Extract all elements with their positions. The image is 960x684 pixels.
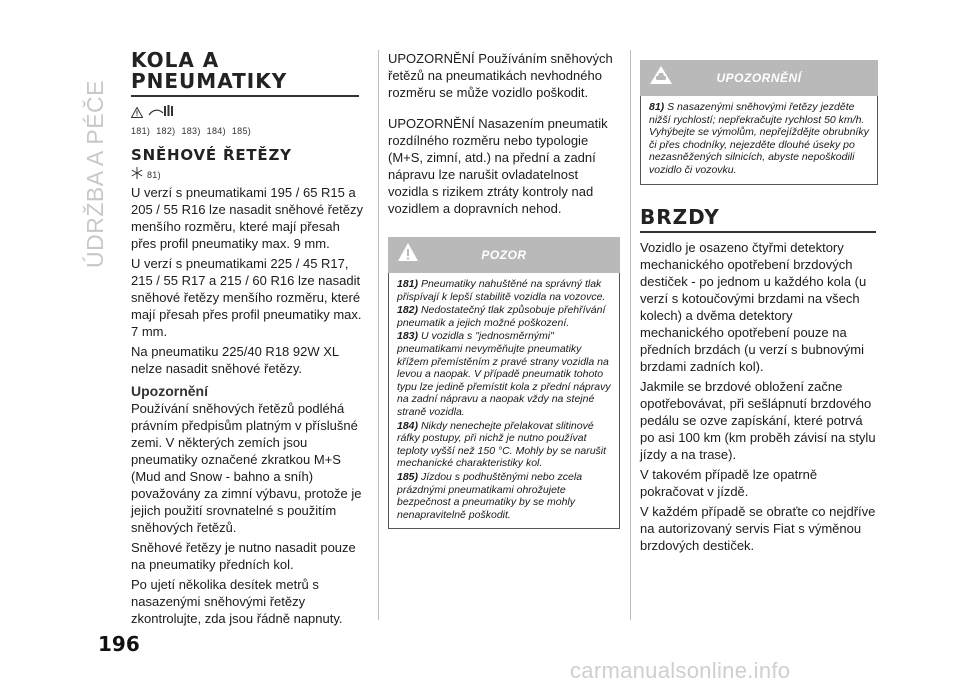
ref-183: 183) (181, 126, 201, 136)
warning-item-number: 81) (649, 101, 665, 113)
paragraph: V takovém případě lze opatrně pokračovat v jízdě. (640, 466, 818, 499)
pozor-box-body (388, 273, 620, 529)
warning-item-number: 185) (397, 470, 419, 483)
section-heading (131, 50, 363, 92)
sub-ref-row (131, 166, 363, 184)
warning-item-text: Nikdy nenechejte přelakovat slitinové ráfky postupy, při nichž je nutno používat teploty vyšší než 150 °C. Mohly by se narušit mechanické charakteristiky kol. (397, 419, 607, 470)
paragraph: U verzí s pneumatikami 225 / 45 R17, 215 / 55 R17 a 215 / 60 R16 lze nasadit sněhové řetězy menšího rozměru, které mají přesah přes profil pneumatiky max. 7 mm. (131, 256, 362, 339)
column-divider-2 (630, 50, 631, 620)
column-3 (640, 60, 878, 557)
side-section-title (72, 36, 112, 266)
ref-185: 185) (231, 126, 252, 136)
heading-rule (131, 95, 359, 97)
car-warning-icon (649, 65, 673, 88)
reference-list (131, 126, 363, 136)
note-heading: Upozornění (131, 383, 208, 399)
warning-item (649, 101, 871, 177)
snowflake-icon (131, 166, 143, 184)
warning-item (397, 304, 613, 329)
column-1 (131, 50, 363, 630)
section-heading: BRZDY (640, 204, 720, 229)
paragraph: Po ujetí několika desítek metrů s nasazenými sněhovými řetězy zkontrolujte, zda jsou řádně napnuty. (131, 577, 343, 626)
paragraph: Vozidlo je osazeno čtyřmi detektory mechanického opotřebení brzdových destiček - po jednom u každého kola (u verzí s kotoučovými brzdami na všech kolech) a dvěma detektory mechanického opotřebení pouze na předních brzdách (u verzí s bubnovými brzdami zadních kol). (640, 239, 867, 374)
warning-item (397, 420, 613, 470)
upozorneni-box (640, 60, 878, 185)
paragraph: Používání sněhových řetězů podléhá právním předpisům platným v příslušné zemi. V některých zemích jsou pneumatiky označené zkratkou M+S (Mud and Snow - bahno a sníh) považovány za zimní výbavu, protože je jejich použití srovnatelné s použitím sněhových řetězů. (131, 401, 362, 535)
warning-item (397, 330, 613, 418)
warning-item (397, 278, 613, 303)
warning-item-text: Nedostatečný tlak způsobuje přehřívání pneumatik a jejich možné poškození. (397, 304, 606, 329)
paragraph: UPOZORNĚNÍ Používáním sněhových řetězů na pneumatikách nevhodného rozměru se může vozidlo poškodit. (388, 51, 613, 100)
upozorneni-box-title: UPOZORNĚNÍ (716, 71, 802, 85)
paragraph: Na pneumatiku 225/40 R18 92W XL nelze nasadit sněhové řetězy. (131, 344, 339, 376)
warning-item-number: 181) (397, 278, 419, 290)
pozor-box-header (388, 237, 620, 273)
warning-item-number: 182) (397, 304, 419, 317)
icon-row (131, 103, 363, 124)
paragraph: Sněhové řetězy je nutno nasadit pouze na pneumatiky předních kol. (131, 540, 356, 572)
warning-item-text: U vozidla s "jednosměrnými" pneumatikami nevyměňujte pneumatiky křížem přemístěním z pravé strany vozidla na levou a naopak. V případě pneumatik tohoto typu lze jedině přemístit kola z přední nápravy na zadní nápravu a naopak vždy na stejné straně vozidla. (397, 330, 611, 418)
warning-triangle-icon (397, 242, 419, 265)
pozor-box (388, 237, 620, 529)
paragraph: U verzí s pneumatikami 195 / 65 R15 a 205 / 55 R16 lze nasadit sněhové řetězy menšího rozměru, které mají přesah přes profil pneumatiky max. 9 mm. (131, 185, 363, 251)
ref-181: 181) (131, 126, 151, 136)
warning-item (397, 471, 613, 521)
section-heading-line1: KOLA A (131, 48, 220, 72)
upozorneni-box-header (640, 60, 878, 96)
upozorneni-box-body (640, 96, 878, 185)
page-number: 196 (98, 632, 140, 656)
paragraph: V každém případě se obraťte co nejdříve na autorizovaný servis Fiat s výměnou brzdových destiček. (640, 503, 876, 553)
warning-item-text: S nasazenými sněhovými řetězy jezděte nižší rychlostí; nepřekračujte rychlost 50 km/h. Vyhýbejte se výmolům, nepřejíždějte obrubníky či přes chodníky, nejezděte dlouhé úseky po nezasněžených silnicích, abyste nepoškodili vozidlo či vozovku. (649, 101, 869, 176)
side-section-title-text: ÚDRŽBA A PÉČE (82, 79, 108, 268)
column-2 (388, 50, 620, 529)
column-divider-1 (378, 50, 379, 620)
tire-chain-icon (147, 103, 175, 124)
section-heading-line2: PNEUMATIKY (131, 69, 288, 93)
subsection-heading: SNĚHOVÉ ŘETĚZY (131, 146, 292, 164)
ref-184: 184) (206, 126, 226, 136)
ref-81: 81) (147, 170, 161, 180)
warning-item-text: Pneumatiky nahuštěné na správný tlak přispívají k lepší stabilitě vozidla na vozovce. (397, 278, 606, 303)
warning-item-number: 183) (397, 330, 419, 343)
warning-triangle-icon (131, 105, 143, 123)
pozor-box-title: POZOR (481, 248, 527, 262)
warning-item-number: 184) (397, 419, 419, 432)
brzdy-section (640, 204, 878, 554)
paragraph: UPOZORNĚNÍ Nasazením pneumatik rozdílného rozměru nebo typologie (M+S, zimní, atd.) na přední a zadní nápravu lze narušit ovladatelnost vozidla s rizikem ztráty kontroly nad vozidlem a dopravních nehod. (388, 116, 608, 216)
warning-item-text: Jízdou s podhuštěnými nebo zcela prázdnými pneumatikami ohrožujete bezpečnost a pneumatiky by se mohly nenapravitelně poškodit. (397, 470, 583, 521)
watermark: carmanualsonline.info (570, 658, 791, 683)
ref-182: 182) (156, 126, 176, 136)
paragraph: Jakmile se brzdové obložení začne opotřebovávat, při sešlápnutí brzdového pedálu se ozve zapískání, které potrvá po asi 100 km (km proběh závisí na stylu jízdy a na trase). (640, 378, 876, 462)
